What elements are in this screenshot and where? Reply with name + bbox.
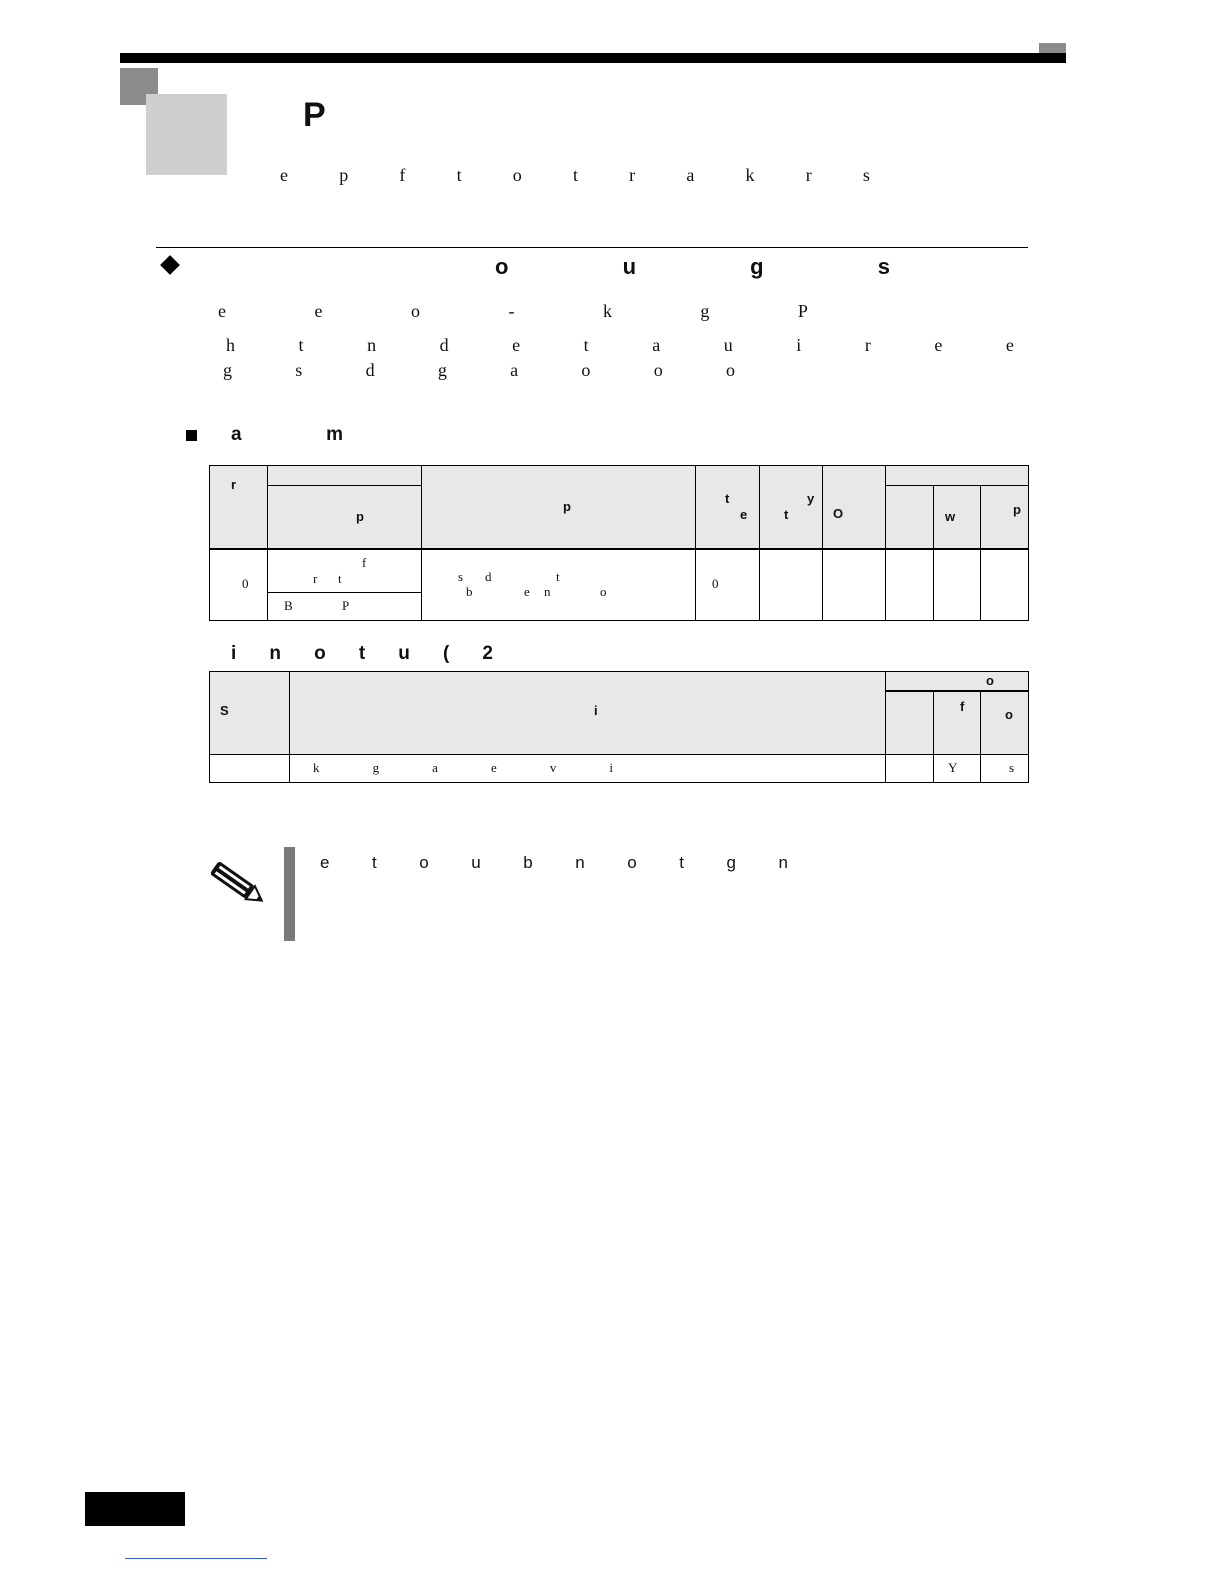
para-char: o — [410, 301, 420, 321]
note-char: n — [575, 853, 585, 872]
para-char: d — [439, 335, 449, 355]
cell-char: g — [372, 760, 380, 775]
table-cell: s — [458, 569, 464, 584]
header-cell: y — [807, 491, 815, 506]
table-cell: 0 — [242, 576, 249, 591]
pencil-note-icon — [207, 858, 269, 910]
table-header-band — [210, 466, 1028, 549]
table2-heading — [231, 643, 493, 665]
para-char: a — [510, 360, 519, 380]
note-char: u — [471, 853, 481, 872]
para-char: h — [226, 335, 235, 355]
cell-char: a — [432, 760, 438, 775]
para-char: t — [583, 335, 589, 355]
header-cell: S — [220, 703, 229, 718]
note-text — [320, 853, 788, 873]
header-cell: p — [1013, 502, 1021, 517]
intro-char: a — [686, 165, 695, 185]
para-char: - — [508, 301, 515, 321]
header-cell: o — [1005, 707, 1013, 722]
intro-char: r — [629, 165, 636, 185]
header-cell: t — [784, 507, 789, 522]
note-char: t — [372, 853, 377, 872]
para-char: e — [218, 301, 226, 321]
cell-char: v — [549, 760, 557, 775]
table-cell — [313, 760, 613, 776]
table-cell: f — [362, 555, 367, 570]
note-char: o — [419, 853, 429, 872]
heading-char: 2 — [482, 643, 493, 664]
note-char: g — [726, 853, 736, 872]
table-cell: r — [313, 571, 318, 586]
note-char: e — [320, 853, 330, 872]
table1-heading — [231, 424, 343, 446]
heading-char: i — [231, 643, 237, 664]
table-cell: e — [524, 584, 530, 599]
table-cell: n — [544, 584, 551, 599]
para-char: e — [314, 301, 323, 321]
intro-char: s — [862, 165, 870, 185]
para-char: e — [1005, 335, 1014, 355]
paragraph-2 — [226, 335, 1014, 356]
footer-link-underline[interactable] — [125, 1558, 267, 1559]
intro-char: t — [456, 165, 462, 185]
note-char: n — [778, 853, 788, 872]
header-cell: p — [563, 499, 571, 514]
table-cell: t — [338, 571, 342, 586]
square-bullet-icon — [186, 430, 197, 441]
page-number-tab — [85, 1492, 185, 1526]
para-char: e — [512, 335, 521, 355]
parameter-table — [209, 465, 1029, 621]
note-char: o — [627, 853, 637, 872]
heading-char: o — [314, 643, 326, 664]
para-char: d — [365, 360, 375, 380]
para-char: r — [864, 335, 871, 355]
para-char: k — [602, 301, 612, 321]
heading-char: o — [495, 254, 509, 279]
header-cell: o — [986, 673, 994, 688]
para-char: a — [652, 335, 661, 355]
para-char: o — [725, 360, 735, 380]
intro-char: r — [805, 165, 812, 185]
header-cell: r — [231, 477, 237, 492]
intro-char: o — [512, 165, 522, 185]
para-char: s — [295, 360, 303, 380]
heading-char: g — [750, 254, 764, 279]
header-cell: f — [960, 699, 965, 714]
top-rule — [120, 53, 1066, 63]
heading-char: u — [622, 254, 637, 279]
heading-char: n — [269, 643, 281, 664]
para-char: g — [223, 360, 232, 380]
header-cell: w — [945, 509, 956, 524]
heading-char: m — [326, 424, 343, 445]
intro-char: k — [745, 165, 755, 185]
table-cell: 0 — [712, 576, 719, 591]
settings-table — [209, 671, 1029, 783]
section-heading — [495, 254, 890, 280]
intro-char: p — [339, 165, 349, 185]
para-char: u — [723, 335, 733, 355]
table-cell: b — [466, 584, 473, 599]
intro-char: t — [572, 165, 578, 185]
page-title: P — [303, 96, 326, 134]
header-cell: p — [356, 509, 364, 524]
cell-char: e — [490, 760, 497, 775]
note-char: b — [523, 853, 533, 872]
table-header-band — [210, 672, 1028, 755]
header-cell: t — [725, 491, 730, 506]
paragraph-3 — [223, 360, 735, 381]
header-cell: O — [833, 506, 844, 521]
para-char: o — [581, 360, 591, 380]
heading-char: u — [398, 643, 410, 664]
para-char: g — [437, 360, 447, 380]
paragraph-1 — [218, 301, 808, 322]
diamond-bullet-icon — [160, 255, 180, 275]
para-char: i — [796, 335, 802, 355]
intro-char: f — [399, 165, 406, 185]
table-cell: P — [342, 598, 350, 613]
cell-char: i — [609, 760, 613, 775]
intro-char: e — [280, 165, 288, 185]
heading-char: ( — [442, 643, 450, 664]
para-char: t — [298, 335, 304, 355]
note-char: t — [679, 853, 684, 872]
section-rule — [156, 247, 1028, 248]
chapter-mark-light — [146, 94, 227, 175]
table-cell: o — [600, 584, 607, 599]
table-cell: s — [1009, 760, 1015, 775]
cell-char: k — [313, 760, 320, 775]
table-cell: B — [284, 598, 293, 613]
table-cell: Y — [948, 760, 958, 775]
para-char: e — [934, 335, 943, 355]
heading-char: s — [877, 254, 890, 279]
header-cell: e — [740, 507, 748, 522]
para-char: P — [797, 301, 808, 321]
note-bar — [284, 847, 295, 941]
para-char: o — [653, 360, 663, 380]
para-char: g — [700, 301, 710, 321]
heading-char: a — [231, 424, 242, 445]
intro-line — [280, 165, 870, 186]
table-cell: d — [485, 569, 492, 584]
para-char: n — [367, 335, 377, 355]
header-cell: i — [594, 703, 598, 718]
heading-char: t — [358, 643, 366, 664]
top-tab — [1039, 43, 1066, 53]
table-cell: t — [556, 569, 560, 584]
